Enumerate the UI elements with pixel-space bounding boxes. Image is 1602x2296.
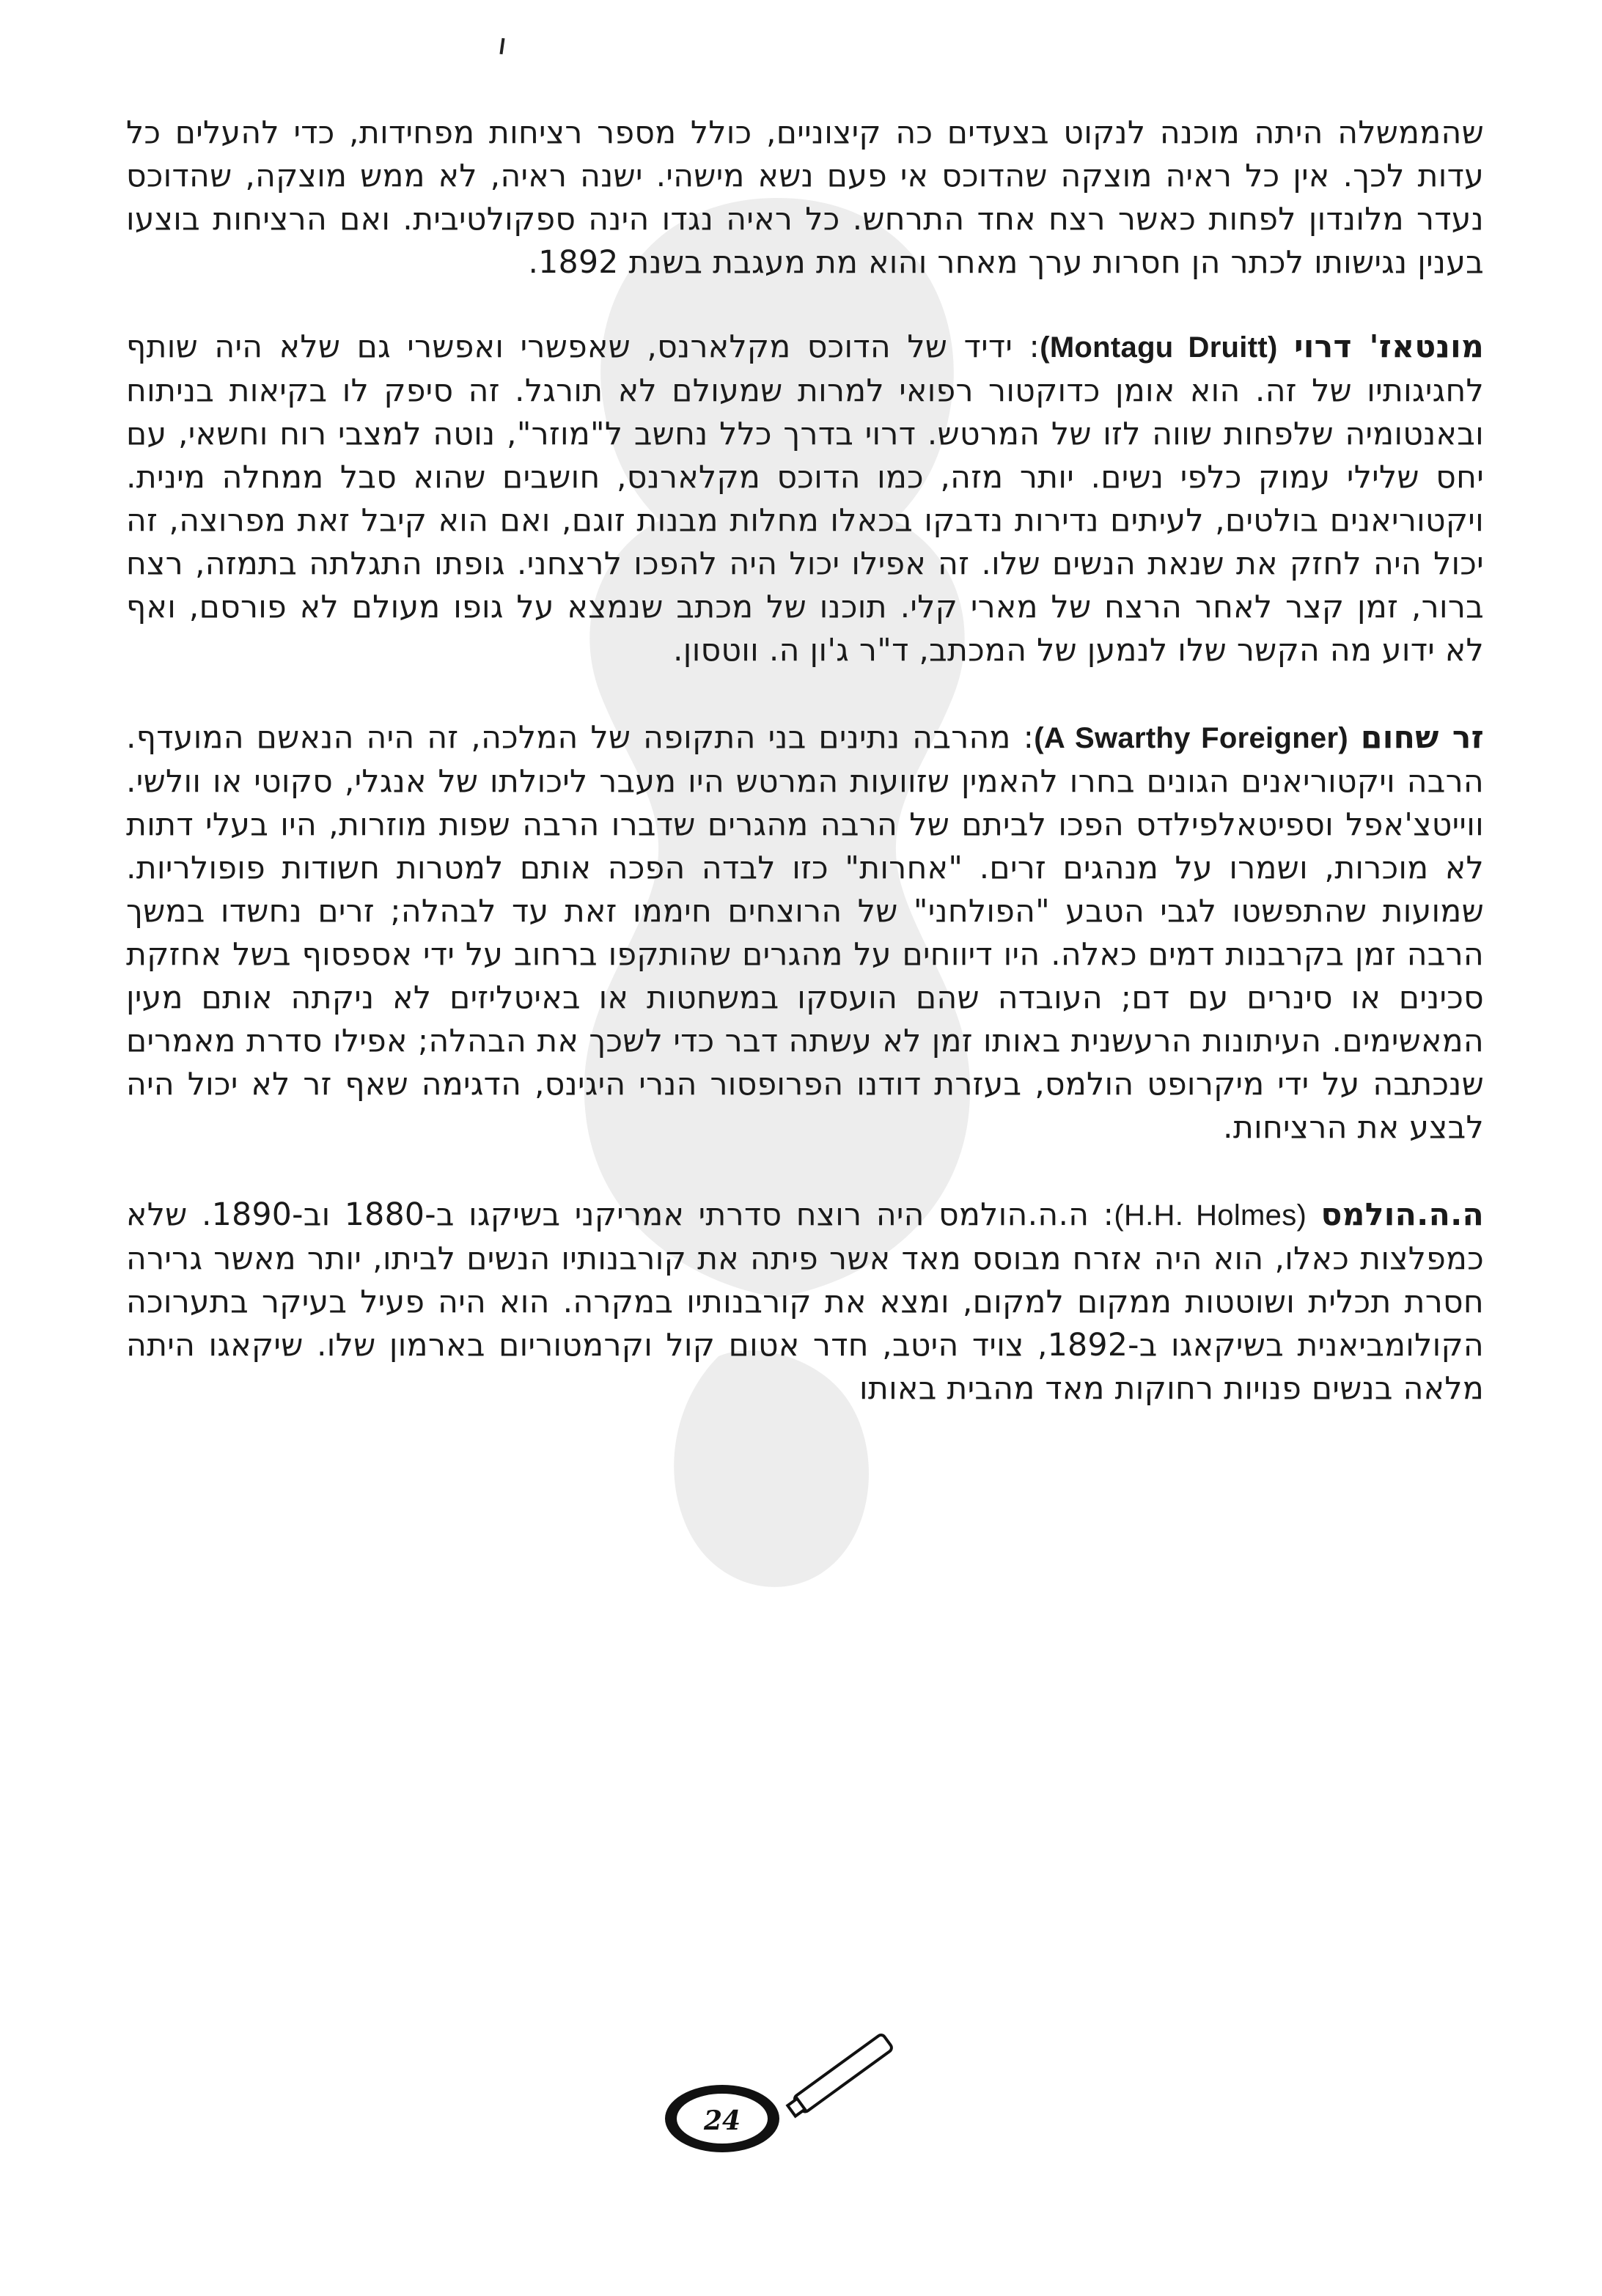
paragraph-intro xyxy=(126,111,1484,284)
magnifying-glass-icon xyxy=(664,2009,927,2170)
page-number: 24 xyxy=(703,2105,741,2136)
stray-ink-mark xyxy=(499,38,504,54)
entry-term: מונטאז' דרוי xyxy=(1293,329,1485,365)
paragraph-text: שהממשלה היתה מוכנה לנקוט בצעדים כה קיצוניים, כולל מספר רציחות מפחידות, כדי להעלים כל עדות לכך. אין כל ראיה מוצקה שהדוכס אי פעם נשא מישהי. ישנה ראיה, לא ממש מוצקה, שהדוכס נעדר מלונדון לפחות כאשר רצח אחד התרחש. כל ראיה נגדו הינה ספקולטיבית. ואם הרציחות בוצעו בענין נגישותו לכתר הן חסרות ערך מאחר והוא מת מעגבת בשנת 1892. xyxy=(126,115,1484,281)
paragraph-montagu-druitt xyxy=(126,325,1484,672)
article-body xyxy=(126,111,1484,1454)
entry-term: זר שחום xyxy=(1360,720,1484,756)
entry-term-english: (A Swarthy Foreigner) xyxy=(1034,722,1348,754)
entry-term-english: (Montagu Druitt) xyxy=(1040,331,1278,364)
paragraph-text: : ידיד של הדוכס מקלארנס, שאפשרי ואפשרי גם שלא היה שותף לחגיגותיו של זה. הוא אומן כדוקטור רפואי למרות שמעולם לא תורגל. זה סיפק לו בקיאות בניתוח ובאנטומיה שלפחות שווה לזו של המרטש. דרוי בדרך כלל נחשב ל"מוזר", נוטה למצבי רוח וחשאי, עם יחס שלילי עמוק כלפי נשים. יותר מזה, כמו הדוכס מקלארנס, חושבים שהוא סבל ממחלה מינית. ויקטוריאנים בולטים, לעיתים נדירות נדבקו בכאלו מחלות מבנות זוגם, ואם הוא קיבל זאת מפרוצה, זה יכול היה לחזק את שנאת הנשים שלו. זה אפילו יכול היה להפכו לרצחני. גופתו התגלתה בתמזה, רצח ברור, זמן קצר לאחר הרצח של מארי קלי. תוכנו של מכתב שנמצא על גופו מעולם לא פורסם, ואף לא ידוע מה הקשר שלו לנמען של המכתב, ד"ר ג'ון ה. ווטסון. xyxy=(126,329,1484,669)
paragraph-text: : מהרבה נתינים בני התקופה של המלכה, זה היה הנאשם המועדף. הרבה ויקטוריאנים הגונים בחרו להאמין שזוועות המרטש היו מעבר ליכולתו של אנגלי, סקוטי או וולשי. ווייטצ'אפל וספיטאלפילדס הפכו לביתם של הרבה מהגרים שדברו הרבה שפות מוזרות, היו בעלי דתות לא מוכרות, ושמרו על מנהגים זרים. "אחרות" כזו לבדה הפכה אותם למטרות חשודות פופולריות. שמועות שהתפשטו לגבי הטבע "הפולחני" של הרוצחים חיממו זאת עד לבהלה; זרים נחשדו במשך הרבה זמן בקרבנות דמים כאלה. היו דיווחים על מהגרים שהותקפו ברחוב על ידי אספסוף בשל אחזקת סכינים או סינרים עם דם; העובדה שהם הועסקו במשחטות או באיטליזים לא ניקתה אותם מעין המאשימים. העיתונות הרעשנית באותו זמן לא עשתה דבר כדי לשכך את הבהלה; אפילו סדרת מאמרים שנכתבה על ידי מיקרופט הולמס, בעזרת דודנו הפרופסור הנרי היגינס, הדגימה שאף זר לא יכול היה לבצע את הרציחות. xyxy=(126,720,1484,1146)
entry-term: ה.ה.הולמס xyxy=(1320,1197,1485,1233)
entry-term-english: (H.H. Holmes) xyxy=(1114,1199,1307,1232)
paragraph-swarthy-foreigner xyxy=(126,716,1484,1149)
paragraph-hh-holmes xyxy=(126,1193,1484,1410)
paragraph-text: : ה.ה.הולמס היה רוצח סדרתי אמריקני בשיקגו ב-1880 וב-1890. שלא כמפלצות כאלו, הוא היה אזרח מבוסס מאד אשר פיתה את קורבנותיו הנשים לביתו, יותר מאשר גרירה חסרת תכלית ושוטטות ממקום למקום, ומצא את קורבנותיו במקרה. הוא היה פעיל בעיקר בתערוכה הקולומביאנית בשיקאגו ב-1892, צויד היטב, חדר אטום קול וקרמטוריום בארמון שלו. שיקאגו היתה מלאה בנשים פנויות רחוקות מאד מהבית באותו xyxy=(126,1197,1484,1407)
page-footer xyxy=(664,2009,927,2170)
